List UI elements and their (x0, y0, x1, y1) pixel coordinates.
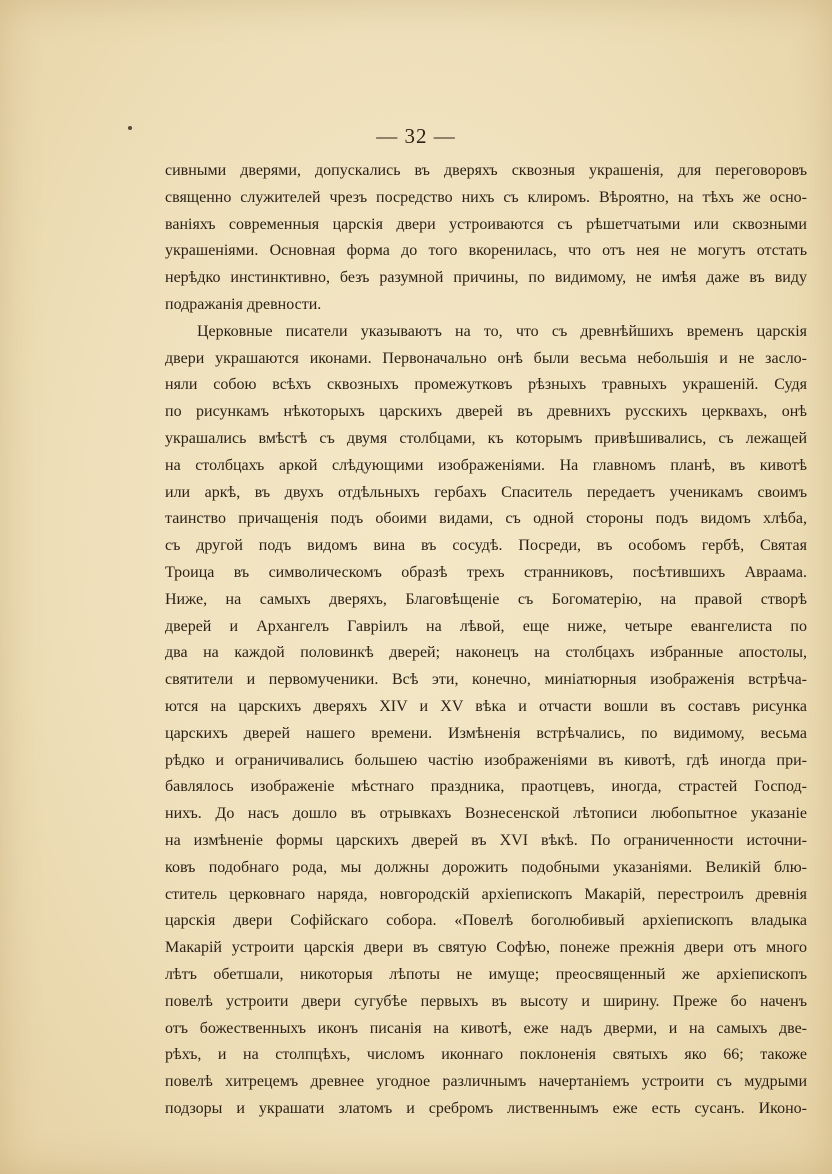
text-line: рѣдко и ограничивались большею частію изображеніями въ кивотѣ, гдѣ иногда при- (165, 751, 807, 769)
text-line: по рисункамъ нѣкоторыхъ царскихъ дверей въ древнихъ русскихъ церквахъ, онѣ (165, 403, 807, 421)
text-line: царскія двери Софійскаго собора. «Повелѣ боголюбивый архіепископъ владыка (165, 912, 807, 930)
text-line: царскихъ дверей нашего времени. Измѣненія встрѣчались, по видимому, весьма (165, 724, 807, 742)
text-line: священно служителей чрезъ посредство нихъ съ клиромъ. Вѣроятно, на тѣхъ же осно- (165, 188, 807, 206)
text-line: или аркѣ, въ двухъ отдѣльныхъ гербахъ Спаситель передаетъ ученикамъ своимъ (165, 483, 807, 501)
page-number: — 32 — (376, 124, 456, 148)
text-line: на столбцахъ аркой слѣдующими изображеніями. На главномъ планѣ, въ кивотѣ (165, 456, 807, 474)
text-line: ковъ подобнаго рода, мы должны дорожить подобными указаніями. Великій блю- (165, 858, 807, 876)
text-line: повелѣ устроити двери сугубѣе первыхъ въ высоту и ширину. Преже бо наченъ (165, 992, 807, 1010)
text-line: дверей и Архангелъ Гавріилъ на лѣвой, еще ниже, четыре евангелиста по (165, 617, 807, 635)
text-line: святители и первомученики. Всѣ эти, конечно, миніатюрныя изображенія встрѣча- (165, 671, 807, 689)
text-line: бавлялось изображеніе мѣстнаго праздника, праотцевъ, иногда, страстей Господ- (165, 778, 807, 796)
text-line: Макарій устроити царскія двери въ святую Софѣю, понеже прежнія двери отъ много (165, 939, 807, 957)
text-line: подзоры и украшати златомъ и сребромъ лиственнымъ еже есть сусанъ. Иконо- (165, 1099, 807, 1117)
text-line: ются на царскихъ дверяхъ XIV и XV вѣка и отчасти вошли въ составъ рисунка (165, 697, 807, 715)
text-line: лѣтъ обетшали, никоторыя лѣпоты не имуще; преосвященный же архіепископъ (165, 965, 807, 983)
text-line: повелѣ хитрецемъ древнее угодное различнымъ начертаніемъ устроити съ мудрыми (165, 1073, 807, 1091)
text-line: рѣхъ, и на столпцѣхъ, числомъ иконнаго поклоненія святыхъ яко 66; такоже (165, 1046, 807, 1064)
text-line: украшались вмѣстѣ съ двумя столбцами, къ которымъ привѣшивались, съ лежащей (165, 429, 807, 447)
text-line: подражанія древности. (165, 295, 322, 313)
text-line: нерѣдко инстинктивно, безъ разумной причины, по видимому, не имѣя даже въ виду (165, 269, 807, 287)
text-line: на измѣненіе формы царскихъ дверей въ XVI вѣкѣ. По ограниченности источни- (165, 831, 807, 849)
text-line: украшеніями. Основная форма до того вкоренилась, что отъ нея не могутъ отстать (165, 242, 807, 260)
text-line: нихъ. До насъ дошло въ отрывкахъ Вознесенской лѣтописи любопытное указаніе (165, 805, 807, 823)
text-line: Троица въ символическомъ образѣ трехъ странниковъ, посѣтившихъ Авраама. (165, 563, 807, 581)
text-line: няли собою всѣхъ сквозныхъ промежутковъ рѣзныхъ травныхъ украшеній. Судя (165, 376, 807, 394)
text-line: Ниже, на самыхъ дверяхъ, Благовѣщеніе съ Богоматерію, на правой створѣ (165, 590, 807, 608)
body-text (165, 158, 807, 1123)
text-line: два на каждой половинкѣ дверей; наконецъ на столбцахъ избранные апостолы, (165, 644, 807, 662)
text-line: таинство причащенія подъ обоими видами, съ одной стороны подъ видомъ хлѣба, (165, 510, 807, 528)
text-line: ваніяхъ современныя царскія двери устроиваются съ рѣшетчатыми или сквозными (165, 215, 807, 233)
text-line: ститель церковнаго наряда, новгородскій архіепископъ Макарій, перестроилъ древнія (165, 885, 807, 903)
text-line: отъ божественныхъ иконъ писанія на кивотѣ, еже надъ дверми, и на самыхъ две- (165, 1019, 807, 1037)
text-line: сивными дверями, допускались въ дверяхъ сквозныя украшенія, для переговоровъ (165, 162, 807, 179)
text-line: двери украшаются иконами. Первоначально онѣ были весьма небольшія и не засло- (165, 349, 807, 367)
text-line: Церковные писатели указываютъ на то, что съ древнѣйшихъ временъ царскія (197, 322, 807, 340)
text-line: съ другой подъ видомъ вина въ сосудѣ. Посреди, въ особомъ гербѣ, Святая (165, 537, 807, 555)
